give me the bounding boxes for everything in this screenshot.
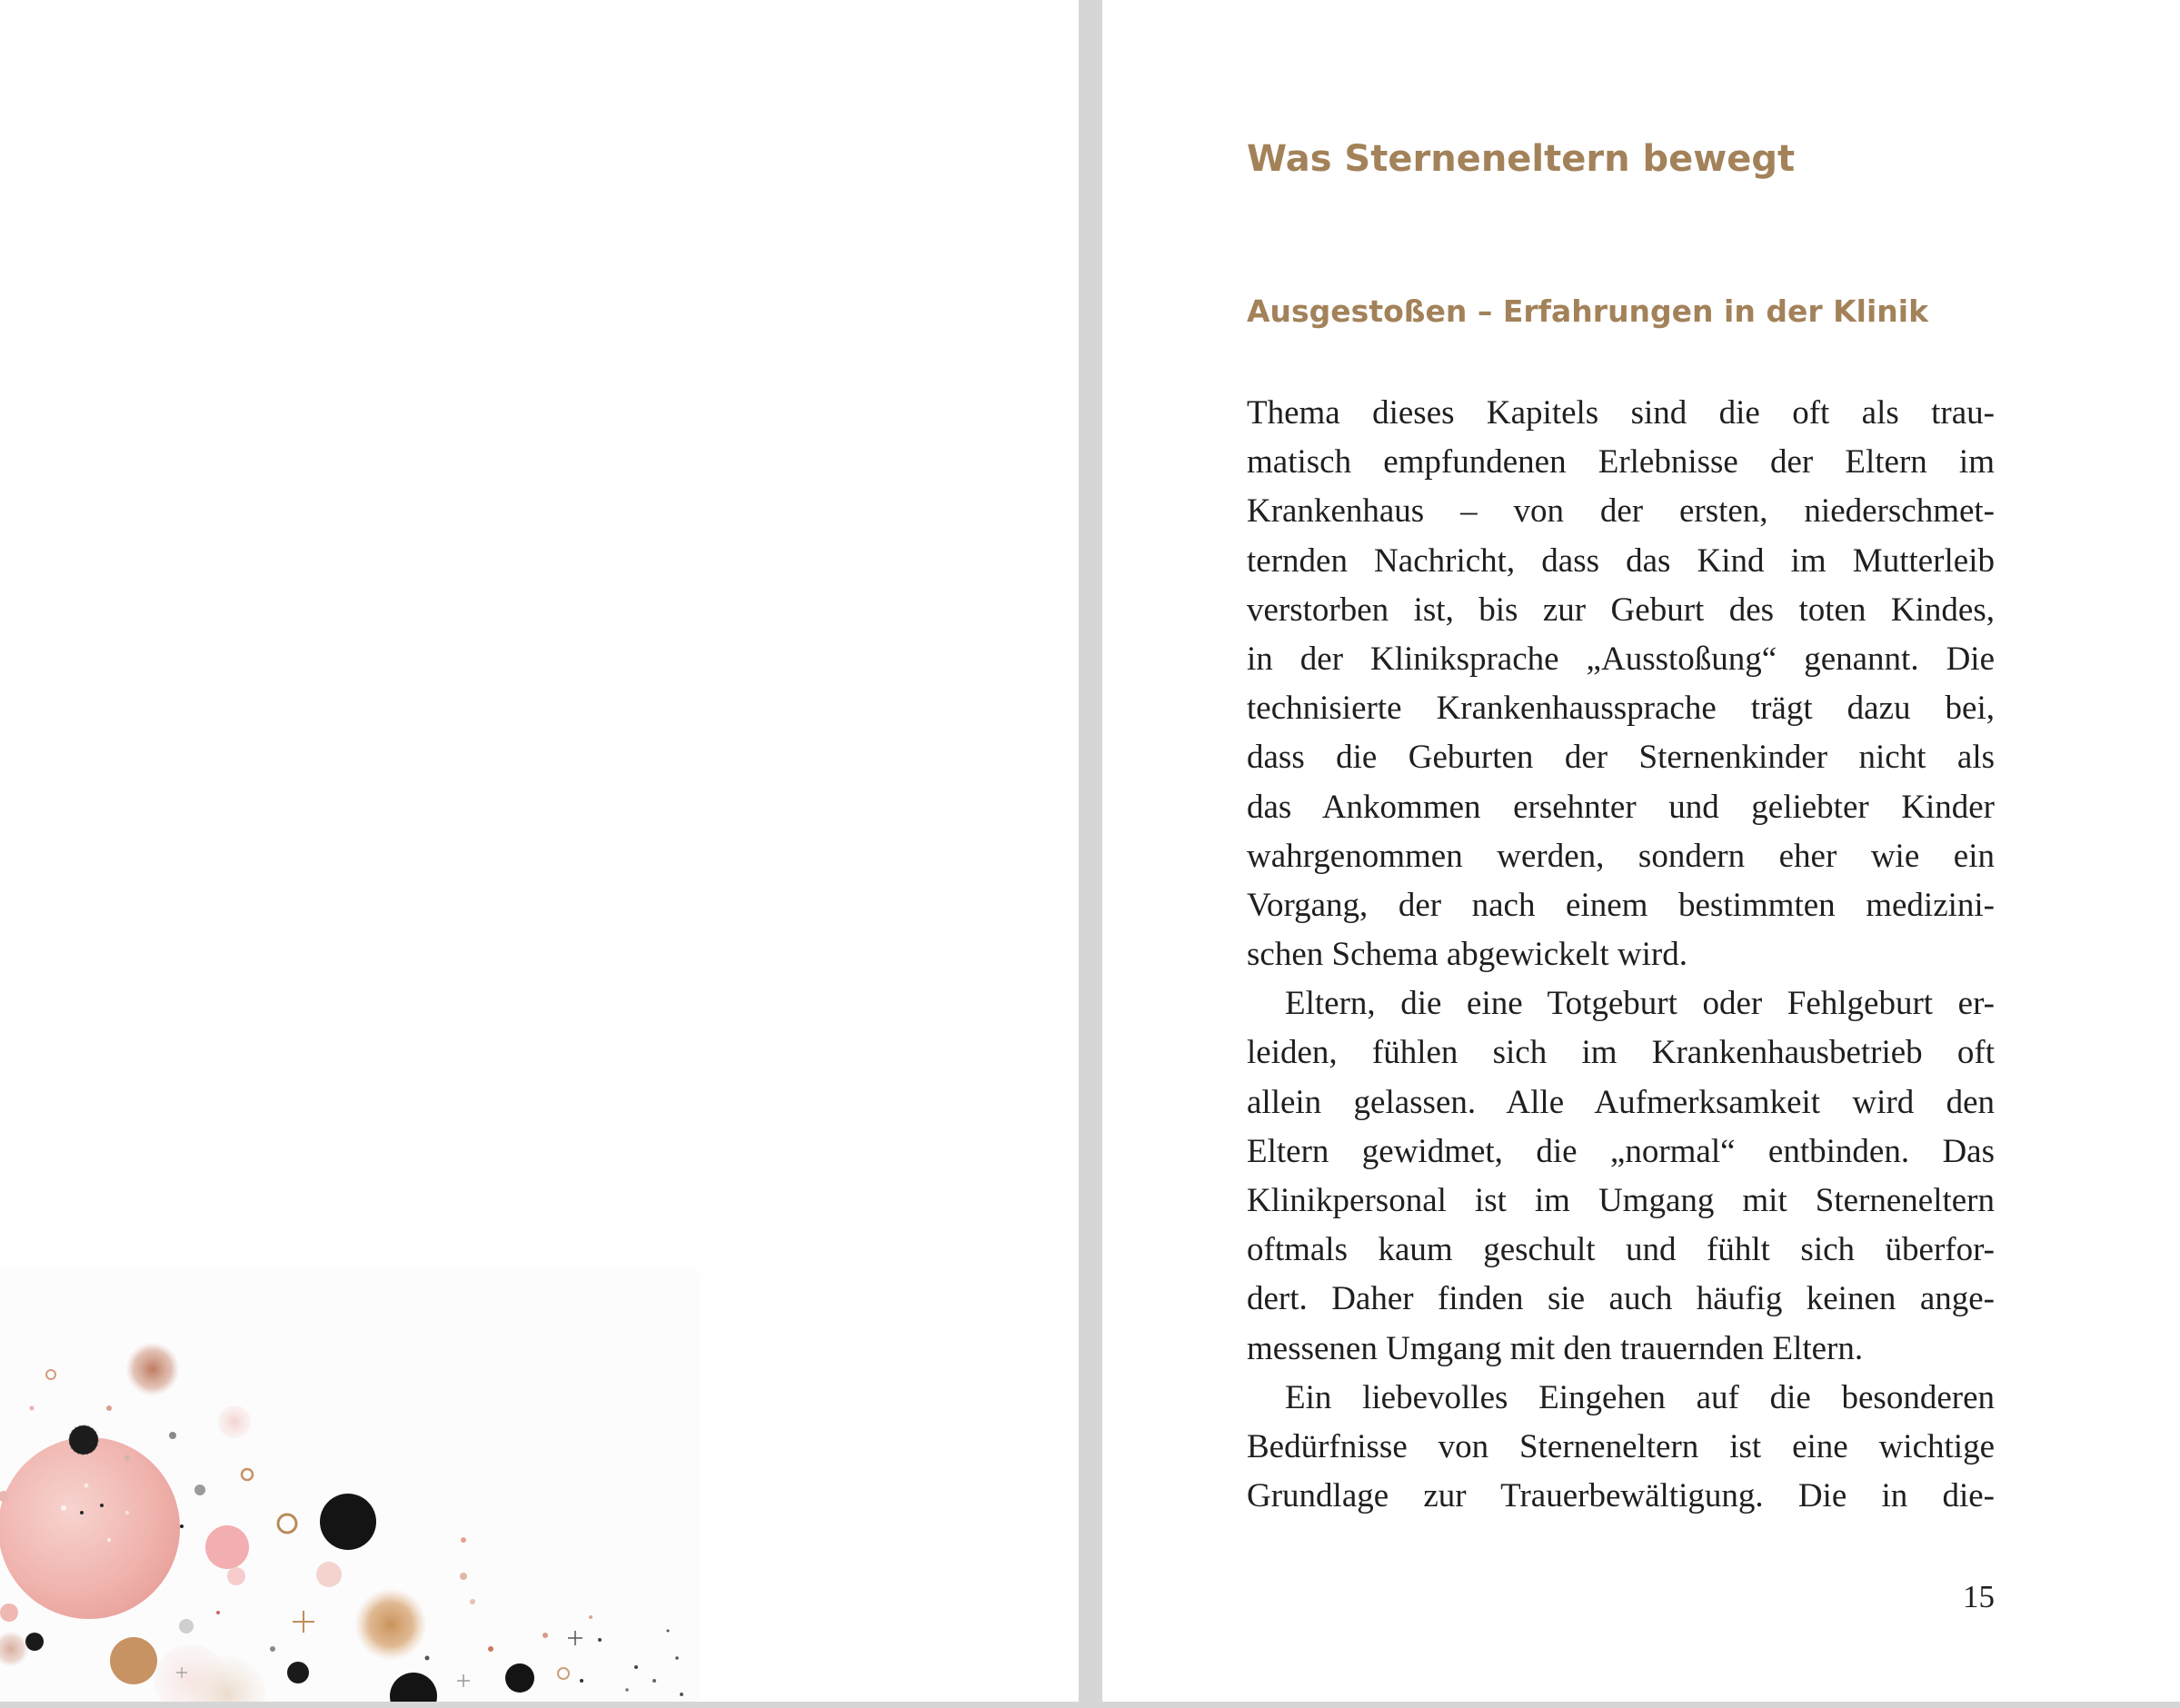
black-dot-large [320,1494,376,1550]
body-text [1247,389,1995,1521]
text-line: verstorben ist, bis zur Geburt des toten Kindes, [1247,591,1995,629]
chapter-title: Was Sterneneltern bewegt [1247,138,1796,180]
text-line: messenen Umgang mit den trauernden Eltern. [1247,1329,1864,1367]
text-line: in der Kliniksprache „Ausstoßung“ genannt. Die [1247,640,1995,678]
text-line: Vorgang, der nach einem bestimmten medizini- [1247,886,1995,924]
text-line: Klinikpersonal ist im Umgang mit Sterneneltern [1247,1182,1995,1219]
dotted-bubbles-illustration [0,1267,700,1702]
text-line: dert. Daher finden sie auch häufig keinen ange- [1247,1280,1995,1318]
text-line: Bedürfnisse von Sterneneltern ist eine wichtige [1247,1427,1995,1465]
text-line: matisch empfundenen Erlebnisse der Eltern im [1247,443,1995,482]
text-line: Grundlage zur Trauerbewältigung. Die in die- [1247,1477,1995,1515]
text-line: leiden, fühlen sich im Krankenhausbetrieb oft [1247,1034,1995,1072]
text-line: Thema dieses Kapitels sind die oft als trau- [1247,394,1995,432]
text-line: Ein liebevolles Eingehen auf die besonderen [1285,1378,1995,1416]
text-line: wahrgenommen werden, sondern eher wie ein [1247,837,1995,875]
text-line: Krankenhaus – von der ersten, niederschmet- [1247,492,1995,531]
left-page [0,0,1079,1702]
text-line: Eltern, die eine Totgeburt oder Fehlgeburt er- [1285,985,1995,1023]
text-line: allein gelassen. Alle Aufmerksamkeit wird den [1247,1083,1995,1121]
text-line: technisierte Krankenhaussprache trägt dazu bei, [1247,690,1995,728]
black-dot [69,1425,98,1455]
page-number: 15 [1963,1579,1995,1614]
text-line: ternden Nachricht, dass das Kind im Mutterleib [1247,541,1995,580]
section-title: Ausgestoßen – Erfahrungen in der Klinik [1247,293,1929,329]
text-line: Eltern gewidmet, die „normal“ entbinden. Das [1247,1132,1995,1170]
right-page [1102,0,2180,1702]
pink-sphere-large [0,1437,180,1619]
text-line: das Ankommen ersehnter und geliebter Kinder [1247,788,1995,826]
text-line: oftmals kaum geschult und fühlt sich überfor- [1247,1231,1995,1269]
text-line: schen Schema abgewickelt wird. [1247,936,1687,974]
text-line: dass die Geburten der Sternenkinder nicht als [1247,739,1995,777]
